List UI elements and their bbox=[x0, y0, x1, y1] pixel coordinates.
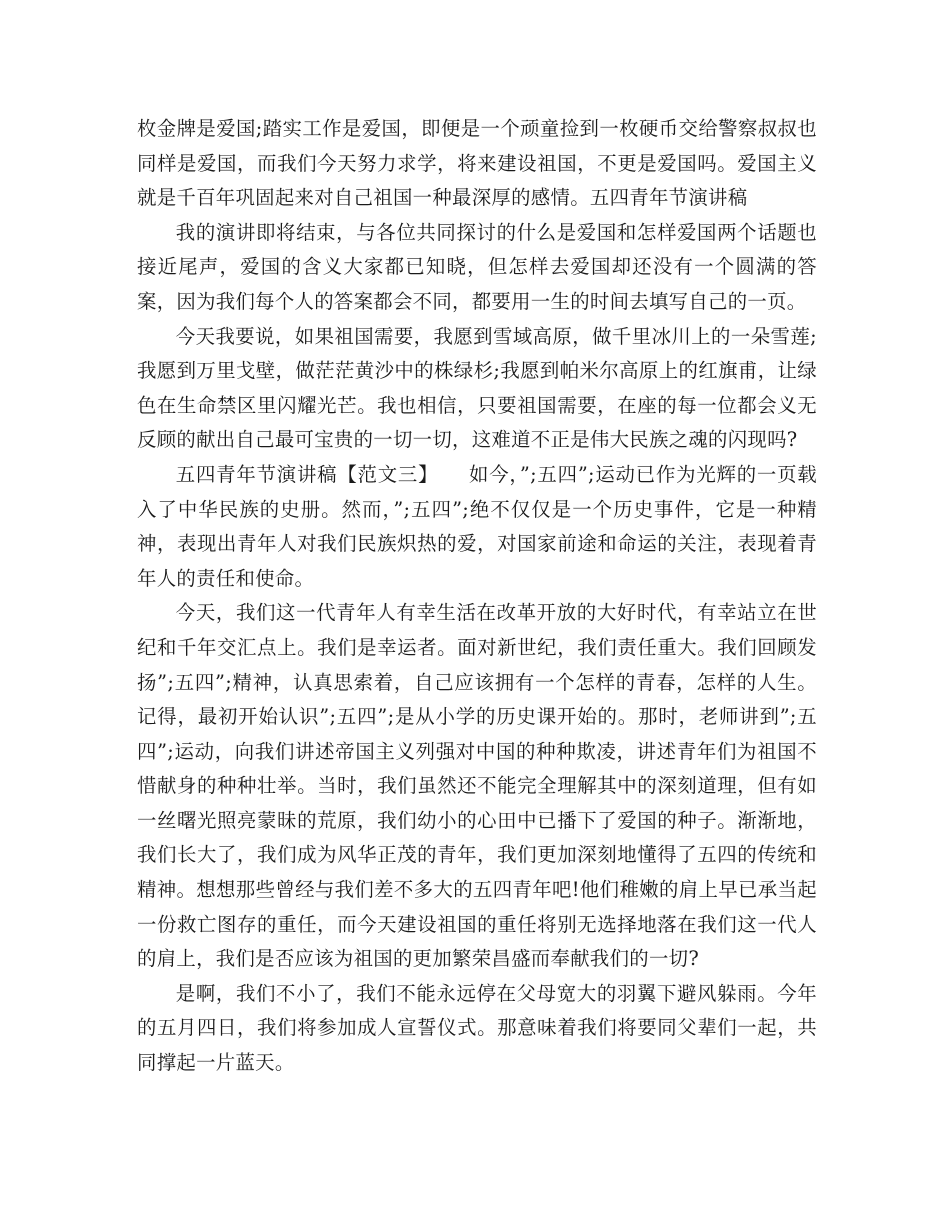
paragraph-continuation: 枚金牌是爱国;踏实工作是爱国，即便是一个顽童捡到一枚硬币交给警察叔叔也同样是爱国，而我们今天努力求学，将来建设祖国，不更是爱国吗。爱国主义就是千百年巩固起来对自己祖国一种最深厚的感情。五四青年节演讲稿 bbox=[137, 117, 817, 210]
paragraph: 五四青年节演讲稿【范文三】 如今，”;五四”;运动已作为光辉的一页载入了中华民族的史册。然而，”;五四”;绝不仅仅是一个历史事件，它是一种精神，表现出青年人对我们民族炽热的爱，对国家前途和命运的关注，表现着青年人的责任和使命。 bbox=[137, 462, 817, 590]
paragraph: 今天，我们这一代青年人有幸生活在改革开放的大好时代，有幸站立在世纪和千年交汇点上。我们是幸运者。面对新世纪，我们责任重大。我们回顾发扬”;五四”;精神，认真思索着，自己应该拥有一个怎样的青春，怎样的人生。记得，最初开始认识”;五四”;是从小学的历史课开始的。那时，老师讲到”;五四”;运动，向我们讲述帝国主义列强对中国的种种欺凌，讲述青年们为祖国不惜献身的种种壮举。当时，我们虽然还不能完全理解其中的深刻道理，但有如一丝曙光照亮蒙昧的荒原，我们幼小的心田中已播下了爱国的种子。渐渐地，我们长大了，我们成为风华正茂的青年，我们更加深刻地懂得了五四的传统和精神。想想那些曾经与我们差不多大的五四青年吧!他们稚嫩的肩上早已承当起一份救亡图存的重任，而今天建设祖国的重任将别无选择地落在我们这一代人的肩上，我们是否应该为祖国的更加繁荣昌盛而奉献我们的一切? bbox=[137, 601, 817, 971]
paragraph: 是啊，我们不小了，我们不能永远停在父母宽大的羽翼下避风躲雨。今年的五月四日，我们将参加成人宣誓仪式。那意味着我们将要同父辈们一起，共同撑起一片蓝天。 bbox=[137, 981, 817, 1075]
document-body bbox=[137, 112, 817, 1081]
paragraph: 今天我要说，如果祖国需要，我愿到雪域高原，做千里冰川上的一朵雪莲;我愿到万里戈壁，做茫茫黄沙中的株绿杉;我愿到帕米尔高原上的红旗甫，让绿色在生命禁区里闪耀光芒。我也相信，只要祖国需要，在座的每一位都会义无反顾的献出自己最可宝贵的一切一切，这难道不正是伟大民族之魂的闪现吗? bbox=[137, 324, 817, 452]
paragraph: 我的演讲即将结束，与各位共同探讨的什么是爱国和怎样爱国两个话题也接近尾声，爱国的含义大家都已知晓，但怎样去爱国却还没有一个圆满的答案，因为我们每个人的答案都会不同，都要用一生的时间去填写自己的一页。 bbox=[137, 220, 817, 313]
